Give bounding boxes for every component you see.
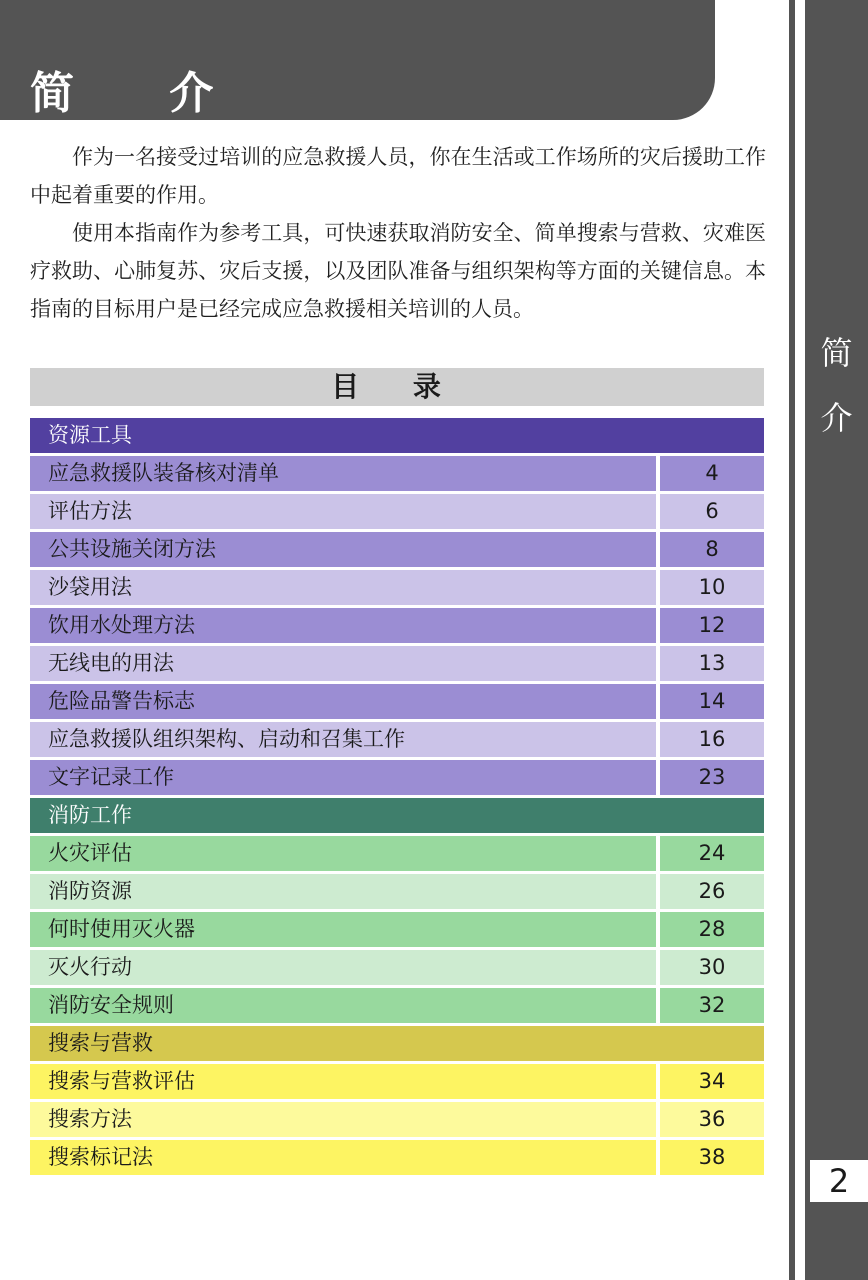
toc-item-title: 火灾评估: [30, 836, 656, 871]
intro-paragraph-2: 使用本指南作为参考工具，可快速获取消防安全、简单搜索与营救、灾难医疗救助、心肺复苏、灾后支援，以及团队准备与组织架构等方面的关键信息。本指南的目标用户是已经完成应急救援相关培训的人员。: [30, 221, 766, 321]
toc-item-title: 公共设施关闭方法: [30, 532, 656, 567]
toc-row[interactable]: [30, 570, 764, 605]
toc-item-title: 消防资源: [30, 874, 656, 909]
toc-item-page: 10: [660, 570, 764, 605]
toc-item-title: 评估方法: [30, 494, 656, 529]
toc-item-page: 23: [660, 760, 764, 795]
toc-item-page: 26: [660, 874, 764, 909]
toc-item-page: 13: [660, 646, 764, 681]
toc-row[interactable]: [30, 684, 764, 719]
toc-section-resources: [30, 418, 764, 795]
toc-row[interactable]: [30, 988, 764, 1023]
toc-item-page: 36: [660, 1102, 764, 1137]
toc-item-page: 8: [660, 532, 764, 567]
toc-item-page: 32: [660, 988, 764, 1023]
right-divider: [795, 0, 805, 1280]
intro-paragraph-1: 作为一名接受过培训的应急救援人员，你在生活或工作场所的灾后援助工作中起着重要的作用。: [30, 145, 766, 207]
side-tab-char-1: 简: [820, 334, 853, 372]
toc-row[interactable]: [30, 608, 764, 643]
toc-item-page: 16: [660, 722, 764, 757]
toc-row[interactable]: [30, 1102, 764, 1137]
toc-item-title: 应急救援队组织架构、启动和召集工作: [30, 722, 656, 757]
toc-item-title: 文字记录工作: [30, 760, 656, 795]
toc-row[interactable]: [30, 1064, 764, 1099]
side-tab-char-2: 介: [820, 399, 853, 437]
toc-row[interactable]: [30, 722, 764, 757]
toc-item-title: 消防安全规则: [30, 988, 656, 1023]
toc-item-page: 24: [660, 836, 764, 871]
toc-row[interactable]: [30, 836, 764, 871]
toc-section-header: 搜索与营救: [30, 1026, 764, 1061]
toc-item-page: 12: [660, 608, 764, 643]
toc-item-page: 6: [660, 494, 764, 529]
toc-item-title: 应急救援队装备核对清单: [30, 456, 656, 491]
toc-row[interactable]: [30, 760, 764, 795]
toc-item-title: 饮用水处理方法: [30, 608, 656, 643]
toc-row[interactable]: [30, 950, 764, 985]
toc-row[interactable]: [30, 874, 764, 909]
toc-row[interactable]: [30, 646, 764, 681]
side-tab-bar: [805, 0, 868, 1280]
page-number: 2: [810, 1160, 868, 1202]
toc-item-title: 灭火行动: [30, 950, 656, 985]
toc-item-page: 38: [660, 1140, 764, 1175]
toc-item-page: 30: [660, 950, 764, 985]
toc-item-title: 沙袋用法: [30, 570, 656, 605]
toc-item-title: 无线电的用法: [30, 646, 656, 681]
toc-section-header: 消防工作: [30, 798, 764, 833]
toc-item-page: 34: [660, 1064, 764, 1099]
toc-heading: 目 录: [30, 368, 764, 406]
toc-section-fire: [30, 798, 764, 1023]
toc-row[interactable]: [30, 532, 764, 567]
intro-text: [30, 138, 766, 328]
page-title: 简 介: [30, 68, 254, 119]
toc-item-title: 搜索与营救评估: [30, 1064, 656, 1099]
toc-item-page: 28: [660, 912, 764, 947]
toc-section-header: 资源工具: [30, 418, 764, 453]
toc-item-title: 何时使用灭火器: [30, 912, 656, 947]
toc-section-search-rescue: [30, 1026, 764, 1175]
toc-row[interactable]: [30, 494, 764, 529]
toc-row[interactable]: [30, 1140, 764, 1175]
toc-item-page: 14: [660, 684, 764, 719]
toc-row[interactable]: [30, 912, 764, 947]
toc-row[interactable]: [30, 456, 764, 491]
table-of-contents: [30, 418, 764, 1178]
toc-item-title: 危险品警告标志: [30, 684, 656, 719]
toc-item-page: 4: [660, 456, 764, 491]
toc-item-title: 搜索方法: [30, 1102, 656, 1137]
toc-item-title: 搜索标记法: [30, 1140, 656, 1175]
